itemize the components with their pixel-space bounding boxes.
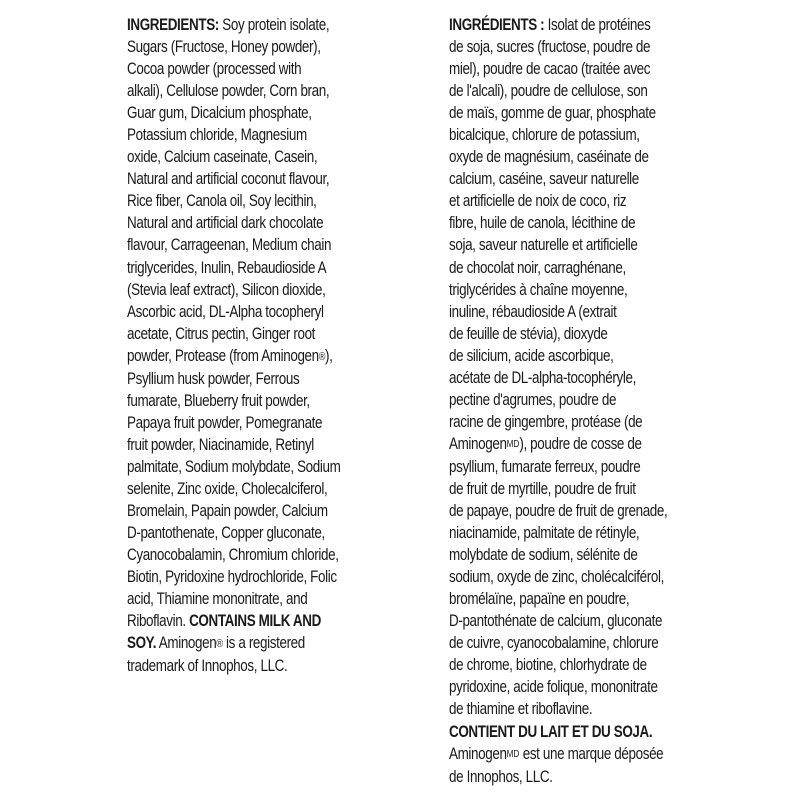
text-line: Riboflavin. CONTAINS MILK AND <box>127 612 321 631</box>
text-line: acetate, Citrus pectin, Ginger root <box>127 324 316 343</box>
text-line: Rice fiber, Canola oil, Soy lecithin, <box>127 192 317 211</box>
text-line: Cocoa powder (processed with <box>127 60 302 79</box>
text-line: Bromelain, Papain powder, Calcium <box>127 502 328 521</box>
text-line: psyllium, fumarate ferreux, poudre <box>449 457 641 476</box>
text-line: triglycerides, Inulin, Rebaudioside A <box>127 258 327 277</box>
text-line: D-pantothenate, Copper gluconate, <box>127 524 325 543</box>
text-line: Psyllium husk powder, Ferrous <box>127 369 300 388</box>
text-line: Cyanocobalamin, Chromium chloride, <box>127 546 339 565</box>
registered-mark: ® <box>318 350 326 363</box>
text-line: fruit powder, Niacinamide, Retinyl <box>127 435 314 454</box>
text-line: miel), poudre de cacao (traitée avec <box>449 60 651 79</box>
text-line: selenite, Zinc oxide, Cholecalciferol, <box>127 479 328 498</box>
english-ingredients-column <box>127 14 365 677</box>
text-line: oxyde de magnésium, caséinate de <box>449 148 649 167</box>
text-line: fibre, huile de canola, lécithine de <box>449 214 636 233</box>
text-line: racine de gingembre, protéase (de <box>449 412 643 431</box>
text-line: de papaye, poudre de fruit de grenade, <box>449 502 668 521</box>
text-line: acétate de DL-alpha-tocophéryle, <box>449 368 636 387</box>
text-line: de maïs, gomme de guar, phosphate <box>449 104 656 123</box>
text-line: bromélaïne, papaïne en poudre, <box>449 590 630 609</box>
text-line: de Innophos, LLC. <box>449 767 553 786</box>
text-line: palmitate, Sodium molybdate, Sodium <box>127 457 341 476</box>
ingredients-heading-fr: INGRÉDIENTS : <box>449 16 545 34</box>
text-line: niacinamide, palmitate de rétinyle, <box>449 524 640 543</box>
text-line: pectine d'agrumes, poudre de <box>449 390 617 409</box>
md-mark: MD <box>506 748 520 760</box>
text-line: INGRÉDIENTS : Isolat de protéines <box>449 16 651 34</box>
text-line: Ascorbic acid, DL-Alpha tocopheryl <box>127 302 324 321</box>
text-line: de l'alcali), poudre de cellulose, son <box>449 82 648 101</box>
allergen-statement-en-end: SOY. <box>127 634 157 653</box>
text-line: (Stevia leaf extract), Silicon dioxide, <box>127 280 326 299</box>
text-line: alkali), Cellulose powder, Corn bran, <box>127 82 330 101</box>
ingredients-heading-en: INGREDIENTS: <box>127 16 219 34</box>
text-line: AminogenMD), poudre de cosse de <box>449 434 642 453</box>
text-line: soja, saveur naturelle et artificielle <box>449 236 638 255</box>
text-line: SOY. Aminogen® is a registered <box>127 634 305 653</box>
text-line: Natural and artificial dark chocolate <box>127 214 324 233</box>
text-line: D-pantothénate de calcium, gluconate <box>449 612 663 631</box>
text-line: calcium, caséine, saveur naturelle <box>449 170 639 189</box>
text-line: Sugars (Fructose, Honey powder), <box>127 38 321 57</box>
registered-mark: ® <box>216 638 223 651</box>
text-line: Natural and artificial coconut flavour, <box>127 170 330 189</box>
text-line: fumarate, Blueberry fruit powder, <box>127 391 310 410</box>
text-line: Biotin, Pyridoxine hydrochloride, Folic <box>127 568 337 587</box>
text-line: de fruit de myrtille, poudre de fruit <box>449 479 636 498</box>
text-line: Potassium chloride, Magnesium <box>127 126 307 145</box>
text-line: triglycérides à chaîne moyenne, <box>449 280 628 299</box>
text-line: de soja, sucres (fructose, poudre de <box>449 38 651 57</box>
text-line: oxide, Calcium caseinate, Casein, <box>127 148 318 167</box>
text-line: flavour, Carrageenan, Medium chain <box>127 236 332 255</box>
text-line: Papaya fruit powder, Pomegranate <box>127 413 323 432</box>
md-mark: MD <box>506 438 520 450</box>
text-line: bicalcique, chlorure de potassium, <box>449 126 640 145</box>
text-line: powder, Protease (from Aminogen®), <box>127 346 333 365</box>
allergen-statement-en: CONTAINS MILK AND <box>189 612 321 631</box>
text-line: Guar gum, Dicalcium phosphate, <box>127 104 312 123</box>
french-ingredients-column <box>449 14 687 788</box>
text-line: acid, Thiamine mononitrate, and <box>127 590 308 609</box>
text-line: de silicium, acide ascorbique, <box>449 346 614 365</box>
text-line: sodium, oxyde de zinc, cholécalciférol, <box>449 568 664 587</box>
allergen-statement-fr: CONTIENT DU LAIT ET DU SOJA. <box>449 722 653 741</box>
text-line: pyridoxine, acide folique, mononitrate <box>449 678 658 697</box>
text-line: INGREDIENTS: Soy protein isolate, <box>127 16 330 34</box>
text-line: AminogenMD est une marque déposée <box>449 744 664 763</box>
text-line: de chrome, biotine, chlorhydrate de <box>449 656 647 675</box>
text-line: molybdate de sodium, sélénite de <box>449 546 638 565</box>
text-line: inuline, rébaudioside A (extrait <box>449 302 617 321</box>
text-line: de chocolat noir, carraghénane, <box>449 258 626 277</box>
text-line: trademark of Innophos, LLC. <box>127 657 288 676</box>
text-line: et artificielle de noix de coco, riz <box>449 192 627 211</box>
text-line: de cuivre, cyanocobalamine, chlorure <box>449 634 659 653</box>
text-line: de feuille de stévia), dioxyde <box>449 324 608 343</box>
text-line: de thiamine et riboflavine. <box>449 700 593 719</box>
